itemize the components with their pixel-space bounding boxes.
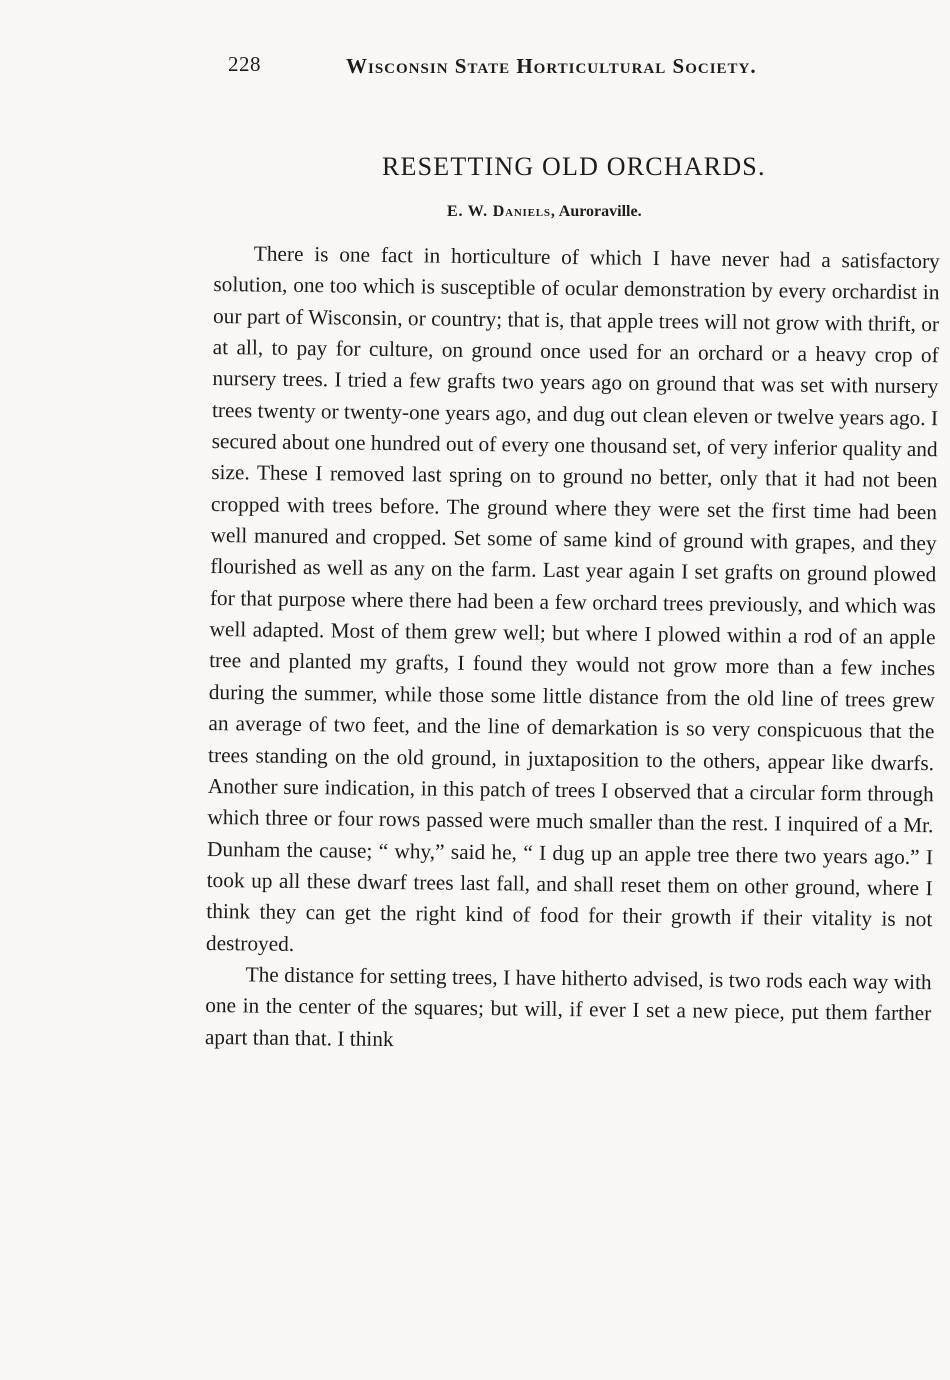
page-number: 228	[228, 52, 261, 76]
paragraph: There is one fact in horticulture of which I have never had a satisfactory solution, one too which is susceptible of ocular demonstration by every orchardist in our part of Wisconsin, or country; that is, that apple trees will not grow with thrift, or at all, to pay for culture, on ground once used for an orchard or a heavy crop of nursery trees. I tried a few grafts two years ago on ground that was set with nursery trees twenty or twenty-one years ago, and dug out clean eleven or twelve years ago. I secured about one hundred out of every one thousand set, of very inferior quality and size. These I removed last spring on to ground no better, only that it had not been cropped with trees before. The ground where they were set the first time had been well manured and cropped. Set some of same kind of ground with grapes, and they flourished as well as any on the farm. Last year again I set grafts on ground plowed for that purpose where there had been a few orchard trees previously, and which was well adapted. Most of them grew well; but where I plowed within a rod of an apple tree and planted my grafts, I found they would not grow more than a few inches during the summer, while those some little distance from the old line of trees grew an average of two feet, and the line of demarkation is so very conspicuous that the trees standing on the old ground, in juxtaposition to the others, appear like dwarfs. Another sure indication, in this patch of trees I observed that a circular form through which three or four rows passed were much smaller than the rest. I inquired of a Mr. Dunham the cause; “ why,” said he, “ I dug up an apple tree there two years ago.” I took up all these dwarf trees last fall, and shall reset them on other ground, where I think they can get the right kind of food for their growth if their vitality is not destroyed.	[205, 241, 940, 956]
article-body	[205, 238, 940, 1061]
journal-title: Wisconsin State Horticultural Society.	[346, 54, 757, 78]
byline	[447, 203, 642, 221]
byline-author: E. W. Daniels,	[447, 203, 556, 220]
article-title: RESETTING OLD ORCHARDS.	[382, 152, 766, 181]
byline-location: Auroraville.	[558, 203, 642, 220]
paragraph: The distance for setting trees, I have hitherto advised, is two rods each way with one in the center of the squares; but will, if ever I set a new piece, put them farther apart than that. I think	[204, 962, 932, 1051]
running-head	[228, 52, 828, 86]
